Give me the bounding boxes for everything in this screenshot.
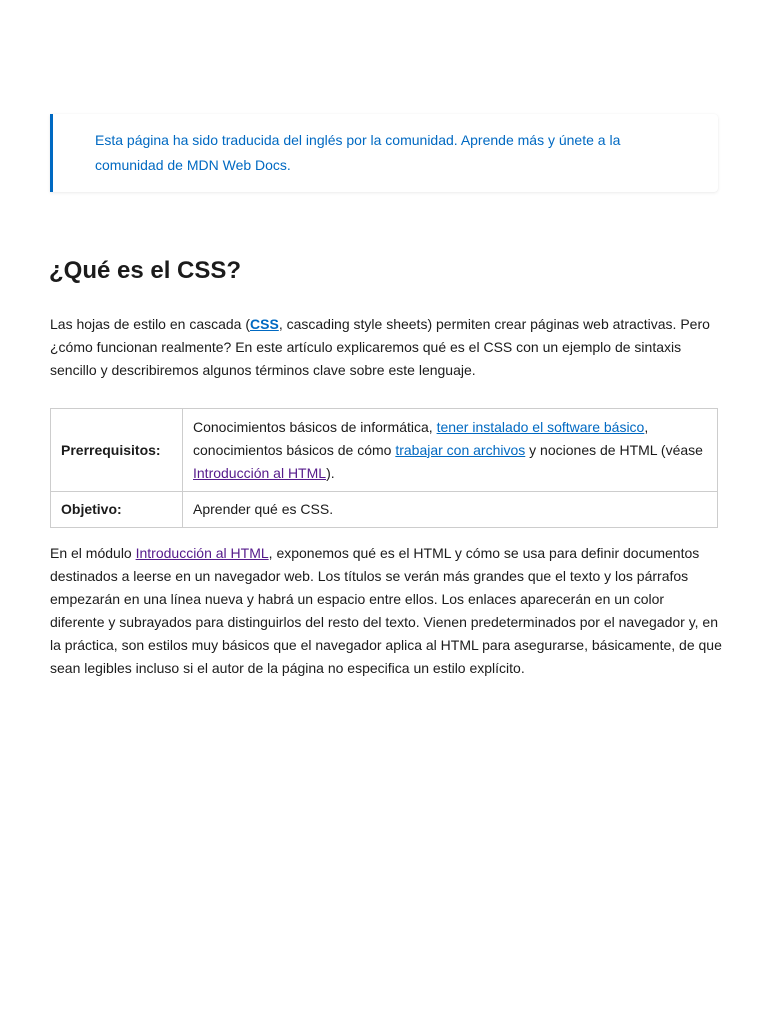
intro-paragraph	[50, 313, 722, 382]
prerequisites-value	[183, 409, 718, 492]
prereq-text-4: ).	[326, 464, 335, 481]
intro-text-2: , cascading style sheets) permiten crear páginas web atractivas. Pero ¿cómo funcionan realmente? En este artículo explicaremos qué es el CSS con un ejemplo de sintaxis sencillo y describiremos algunos términos clave sobre este lenguaje.	[50, 316, 710, 378]
body-paragraph	[50, 542, 722, 680]
prerequisites-label: Prerrequisitos:	[51, 409, 183, 492]
prereq-text-2: , conocimientos básicos de cómo	[193, 418, 649, 458]
table-row-prerequisites	[51, 409, 718, 492]
objective-value: Aprender qué es CSS.	[183, 492, 718, 528]
intro-text-1: Las hojas de estilo en cascada (	[50, 316, 251, 332]
body-text-2: , exponemos qué es el HTML y cómo se usa para definir documentos destinados a leerse en un navegador web. Los títulos se verán más grandes que el texto y los párrafos empezarán en una línea nueva y habrá un espacio entre ellos. Los enlaces aparecerán en un color diferente y subrayados para distinguirlos del resto del texto. Vienen predeterminados por el navegador y, en la práctica, son estilos muy básicos que el navegador aplica al HTML para asegurarse, básicamente, de que sean legibles incluso si el autor de la página no especifica un estilo explícito.	[50, 545, 722, 676]
community-link[interactable]: Aprende más y únete a la comunidad de MDN Web Docs.	[95, 132, 621, 173]
learning-box-table	[50, 408, 718, 528]
prereq-text-1: Conocimientos básicos de informática,	[193, 418, 437, 435]
table-row-objective	[51, 492, 718, 528]
page-title: ¿Qué es el CSS?	[49, 257, 242, 284]
css-glossary-link[interactable]: CSS	[250, 316, 279, 332]
objective-label: Objetivo:	[51, 492, 183, 528]
intro-html-link-table[interactable]: Introducción al HTML	[193, 464, 327, 481]
working-with-files-link[interactable]: trabajar con archivos	[395, 441, 526, 458]
body-text-1: En el módulo	[50, 545, 136, 561]
install-software-link[interactable]: tener instalado el software básico	[436, 418, 645, 435]
prereq-text-3: y nociones de HTML (véase	[525, 441, 703, 458]
notice-text: Esta página ha sido traducida del inglés por la comunidad.	[95, 132, 461, 148]
translation-notice	[50, 114, 718, 192]
intro-html-link-body[interactable]: Introducción al HTML	[135, 545, 269, 561]
